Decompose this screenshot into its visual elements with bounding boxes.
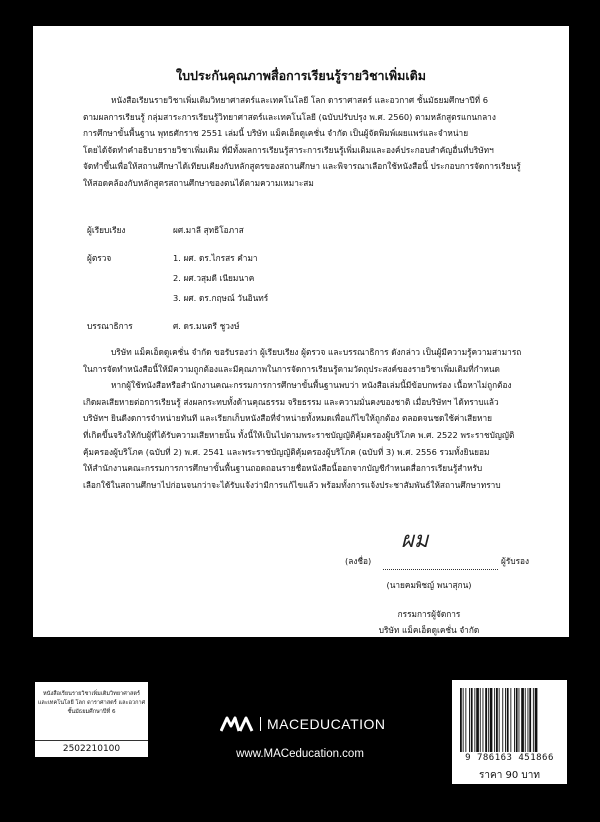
subject-label-lines [35, 682, 148, 717]
reviewer-3: 3. ผศ. ดร.กฤษณ์ วันอินทร์ [173, 293, 269, 303]
signature-line [383, 569, 498, 570]
brand-separator [260, 717, 261, 731]
guarantee-line: ในการจัดทำหนังสือนี้ให้มีความถูกต้องและมีคุณภาพในการจัดการเรียนรู้ตามวัตถุประสงค์ของรายวิชาเพิ่มเติมที่กำหนด [83, 363, 500, 374]
subject-label-sticker [35, 682, 148, 757]
reviewer-2: 2. ผศ.วสุมดี เนียมนาค [173, 273, 255, 283]
editor-name: ศ. ดร.มนตรี ชูวงษ์ [173, 321, 240, 331]
guarantee-line: ให้สำนักงานคณะกรรมการการศึกษาขั้นพื้นฐานถอดถอนรายชื่อหนังสือนี้ออกจากบัญชีกำหนดสื่อการเรียนรู้สำหรับ [83, 463, 483, 474]
guarantee-line: เกิดผลเสียหายต่อการเรียนรู้ ส่งผลกระทบทั้งด้านคุณธรรม จริยธรรม และความมั่นคงของชาติ เมื่อบริษัทฯ ได้ทราบแล้ว [83, 396, 499, 407]
subject-label-line: และเทคโนโลยี โลก ดาราศาสตร์ และอวกาศ [37, 700, 146, 706]
barcode-icon [460, 688, 560, 752]
product-code: 2502210100 [35, 740, 148, 757]
reviewer-label: ผู้ตรวจ [87, 253, 112, 263]
author-name: ผศ.มาลี สุทธิโอภาส [173, 225, 244, 235]
mac-logo-icon [220, 716, 254, 732]
signer-name: (นายคมพิชญ์ พนาสุกน) [386, 580, 472, 590]
sign-suffix: ผู้รับรอง [501, 556, 530, 566]
intro-line: ให้สอดคล้องกับหลักสูตรสถานศึกษาของตนได้ตามความเหมาะสม [83, 177, 314, 188]
brand-name: MACEDUCATION [267, 716, 386, 732]
barcode-sticker [452, 680, 567, 784]
intro-line: ตามผลการเรียนรู้ กลุ่มสาระการเรียนรู้วิทยาศาสตร์และเทคโนโลยี (ฉบับปรับปรุง พ.ศ. 2560) ตามหลักสูตรแกนกลาง [83, 111, 496, 122]
brand-logo [220, 714, 386, 734]
handwritten-signature: ผม [401, 528, 429, 553]
guarantee-line: เลือกใช้ในสถานศึกษาไปก่อนจนกว่าจะได้รับแจ้งว่ามีการแก้ไขแล้ว พร้อมทั้งการแจ้งประชาสัมพันธ์ให้สถานศึกษาทราบ [83, 479, 501, 490]
guarantee-line: บริษัทฯ ยินดีงดการจำหน่ายทันที และเรียกเก็บหนังสือที่จำหน่ายทั้งหมดเพื่อแก้ไขให้ถูกต้อง ตลอดจนชดใช้ค่าเสียหาย [83, 413, 492, 424]
guarantee-document [33, 26, 569, 637]
guarantee-line: หากผู้ใช้หนังสือหรือสำนักงานคณะกรรมการการศึกษาขั้นพื้นฐานพบว่า หนังสือเล่มนี้มีข้อบกพร่อง เนื้อหาไม่ถูกต้อง [111, 380, 512, 391]
guarantee-line: ที่เกิดขึ้นจริงให้กับผู้ที่ได้รับความเสียหายนั้น ทั้งนี้ให้เป็นไปตามพระราชบัญญัติคุ้มครองผู้บริโภค พ.ศ. 2522 พระราชบัญญัติ [83, 429, 515, 440]
guarantee-line: คุ้มครองผู้บริโภค (ฉบับที่ 2) พ.ศ. 2541 และพระราชบัญญัติคุ้มครองผู้บริโภค (ฉบับที่ 3) พ.ศ. 2556 รวมทั้งยินยอม [83, 446, 490, 457]
intro-line: โดยได้จัดทำคำอธิบายรายวิชาเพิ่มเติม ที่มีทั้งผลการเรียนรู้สาระการเรียนรู้เพิ่มเติมและองค์ประกอบสำคัญอื่นที่บริษัทฯ [83, 144, 494, 155]
isbn-number: 9 786163 451866 [465, 753, 554, 763]
intro-line: การศึกษาขั้นพื้นฐาน พุทธศักราช 2551 เล่มนี้ บริษัท แม็คเอ็ดดูเคชั่น จำกัด เป็นผู้จัดพิมพ์เผยแพร่และจำหน่าย [83, 128, 469, 139]
author-label: ผู้เรียบเรียง [87, 225, 126, 235]
reviewer-1: 1. ผศ. ดร.ไกรสร คำมา [173, 253, 258, 263]
intro-line: จัดทำขึ้นเพื่อให้สถานศึกษาได้เทียบเคียงกับหลักสูตรของสถานศึกษา และพิจารณาเลือกใช้หนังสือนี้ ประกอบการจัดการเรียนรู้ [83, 161, 521, 172]
website-url: www.MACeducation.com [236, 748, 364, 760]
sign-prefix: (ลงชื่อ) [345, 556, 372, 566]
subject-label-line: หนังสือเรียนรายวิชาเพิ่มเติมวิทยาศาสตร์ [42, 691, 141, 697]
signer-position: กรรมการผู้จัดการ [397, 609, 461, 619]
intro-line: หนังสือเรียนรายวิชาเพิ่มเติมวิทยาศาสตร์และเทคโนโลยี โลก ดาราศาสตร์ และอวกาศ ชั้นมัธยมศึกษาปีที่ 6 [111, 95, 489, 105]
editor-label: บรรณาธิการ [87, 321, 133, 331]
guarantee-line: บริษัท แม็คเอ็ดดูเคชั่น จำกัด ขอรับรองว่า ผู้เรียบเรียง ผู้ตรวจ และบรรณาธิการ ดังกล่าว เป็นผู้มีความรู้ความสามารถ [111, 347, 522, 357]
company-name: บริษัท แม็คเอ็ดดูเคชั่น จำกัด [378, 625, 480, 635]
document-title: ใบประกันคุณภาพสื่อการเรียนรู้รายวิชาเพิ่มเติม [176, 68, 426, 83]
signature-block [33, 26, 569, 637]
subject-label-line: ชั้นมัธยมศึกษาปีที่ 6 [67, 709, 116, 715]
price-label: ราคา 90 บาท [479, 770, 540, 781]
